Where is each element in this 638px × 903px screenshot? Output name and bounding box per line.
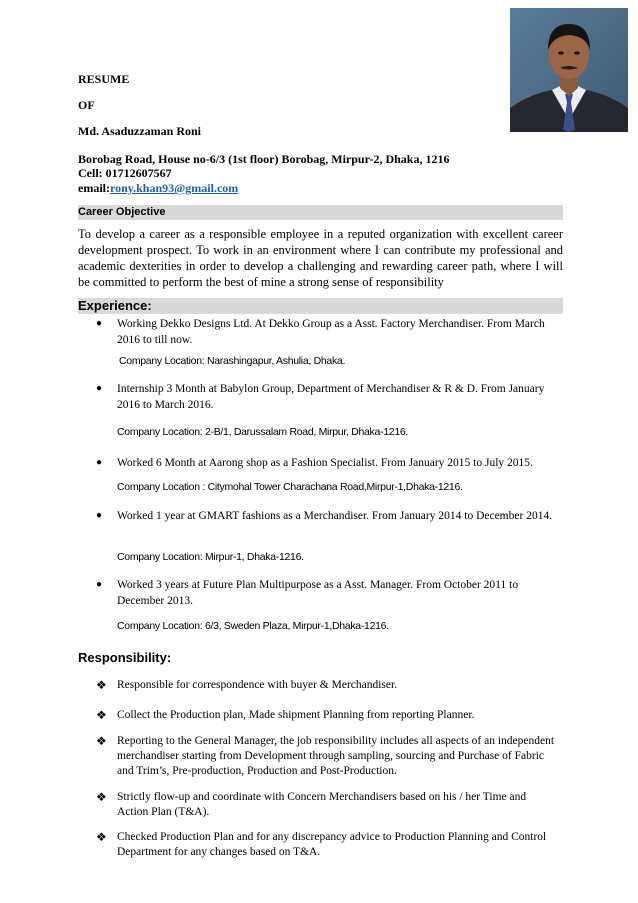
cell-number: Cell: 01712607567 (78, 166, 172, 180)
email-link[interactable]: rony.khan93@gmail.com (110, 181, 239, 195)
profile-photo (510, 8, 628, 132)
company-location: Company Location: 2-B/1, Darussalam Road, Mirpur, Dhaka-1216. (117, 426, 409, 438)
bullet-icon: ● (96, 383, 103, 394)
company-location: Company Location: 6/3, Sweden Plaza, Mirpur-1,Dhaka-1216. (117, 620, 389, 632)
career-objective-text: To develop a career as a responsible employee in a reputed organization with excellent career development prospect. To work in an environment where I can contribute my professional and academic dexterities in order to develop a challenging and rewarding career path, where I will be committed to perform the best of mine a strong sense of responsibility (78, 227, 563, 289)
diamond-bullet-icon: ❖ (96, 734, 107, 748)
responsibility-text: Strictly flow-up and coordinate with Concern Merchandisers based on his / her Time and Action Plan (T&A). (117, 791, 527, 818)
responsibility-text: Reporting to the General Manager, the job responsibility includes all aspects of an independent merchandiser starting from Development through sampling, sourcing and Purchase of Fabric and Trim’s, Pre-production, Production and Post-Production. (117, 735, 555, 777)
diamond-bullet-icon: ❖ (96, 708, 107, 722)
responsibility-heading: Responsibility: (78, 650, 172, 665)
resume-title: RESUME (78, 72, 130, 86)
diamond-bullet-icon: ❖ (96, 830, 107, 844)
bullet-icon: ● (96, 457, 103, 468)
career-objective-heading: Career Objective (78, 205, 563, 220)
experience-text: Working Dekko Designs Ltd. At Dekko Group as a Asst. Factory Merchandiser. From March 2016 to till now. (117, 318, 545, 346)
diamond-bullet-icon: ❖ (96, 790, 107, 804)
portrait-image (510, 8, 628, 132)
experience-text: Internship 3 Month at Babylon Group, Department of Merchandiser & R & D. From January 2016 to March 2016. (117, 383, 545, 411)
bullet-icon: ● (96, 579, 103, 590)
responsibility-text: Collect the Production plan, Made shipment Planning from reporting Planner. (117, 709, 475, 721)
bullet-icon: ● (96, 318, 103, 329)
company-location: Company Location: Narashingapur, Ashulia, Dhaka. (119, 355, 346, 367)
responsibility-text: Checked Production Plan and for any discrepancy advice to Production Planning and Control Department for any changes based on T&A. (117, 831, 547, 858)
company-location: Company Location: Mirpur-1, Dhaka-1216. (117, 551, 304, 563)
responsibility-text: Responsible for correspondence with buyer & Merchandiser. (117, 679, 398, 691)
experience-heading: Experience: (78, 298, 563, 314)
address: Borobag Road, House no-6/3 (1st floor) Borobag, Mirpur-2, Dhaka, 1216 (78, 152, 450, 166)
experience-text: Worked 3 years at Future Plan Multipurpose as a Asst. Manager. From October 2011 to December 2013. (117, 579, 519, 607)
diamond-bullet-icon: ❖ (96, 678, 107, 692)
candidate-name: Md. Asaduzzaman Roni (78, 124, 202, 138)
resume-of: OF (78, 98, 95, 112)
experience-text: Worked 6 Month at Aarong shop as a Fashion Specialist. From January 2015 to July 2015. (117, 457, 533, 469)
experience-text: Worked 1 year at GMART fashions as a Merchandiser. From January 2014 to December 2014. (117, 510, 553, 522)
company-location: Company Location : Citymohal Tower Charachana Road,Mirpur-1,Dhaka-1216. (117, 481, 463, 493)
bullet-icon: ● (96, 510, 103, 521)
email-label: email: (78, 181, 110, 195)
email-line (78, 181, 238, 196)
